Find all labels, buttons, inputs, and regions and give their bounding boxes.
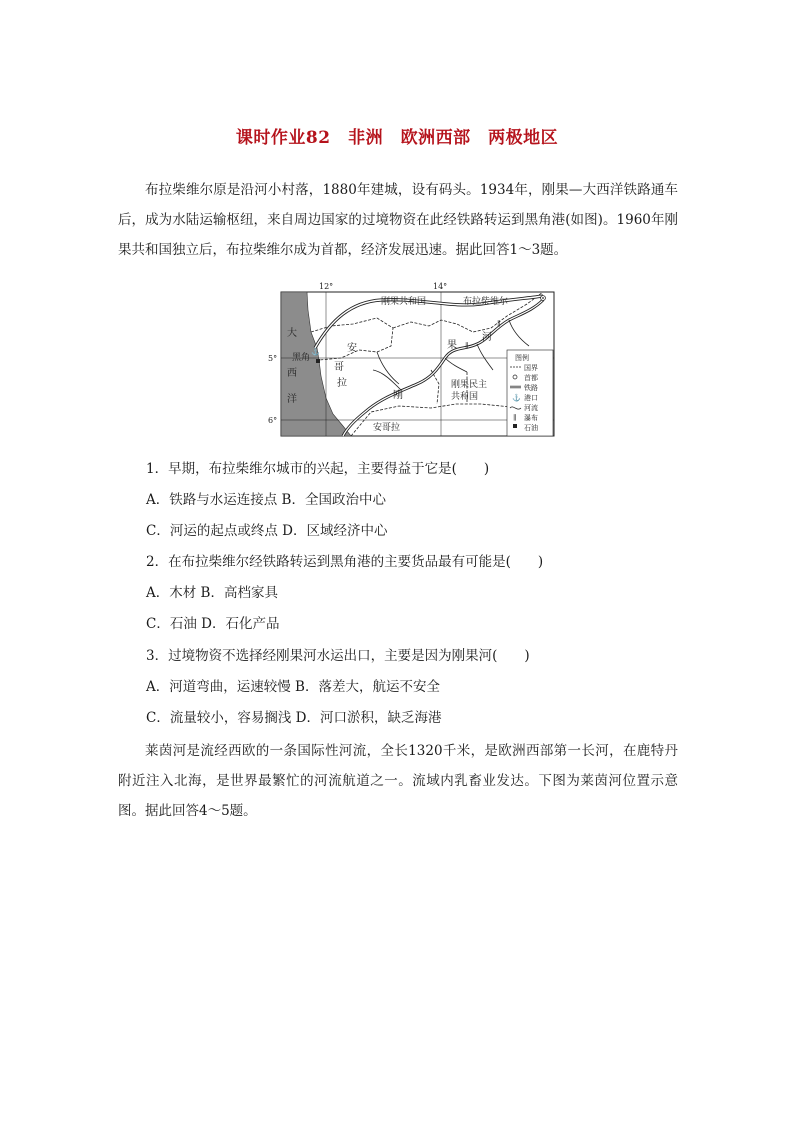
label-black-point: 黑角 — [292, 353, 311, 363]
label-atlantic-3: 洋 — [287, 394, 297, 405]
lon-label-14: 14° — [433, 282, 448, 291]
legend-oil-icon — [513, 424, 517, 428]
legend-item-port: 港口 — [524, 394, 538, 402]
question-1-options-cd: C．河运的起点或终点 D．区域经济中心 — [146, 523, 388, 539]
label-angola-cabinda: 安 — [347, 343, 357, 354]
intro-paragraph-1: 布拉柴维尔原是沿河小村落，1880年建城，设有码头。1934年，刚果—大西洋铁路通车后，成为水陆运输枢纽，来自周边国家的过境物资在此经铁路转运到黑角港(如图)。1960年刚果共和国独立后，布拉柴维尔成为首都，经济发展迅速。据此回答1～3题。 — [118, 182, 678, 258]
black-point-port-icon: ⚓ — [311, 348, 320, 356]
label-drc-2: 共和国 — [451, 392, 479, 402]
lat-label-5: 5° — [268, 354, 278, 363]
label-drc-1: 刚果民主 — [451, 380, 488, 390]
brazzaville-capital-dot — [542, 297, 544, 299]
question-1-options-ab: A．铁路与水运连接点 B．全国政治中心 — [146, 492, 386, 508]
waterfall-icon: ∥ — [497, 320, 501, 328]
question-2-options-ab: A．木材 B．高档家具 — [146, 585, 278, 601]
label-angola-left-2: 拉 — [337, 378, 347, 389]
label-gang: 刚 — [393, 390, 403, 401]
waterfall-icon: ∥ — [465, 342, 469, 350]
label-congo-republic: 刚果共和国 — [381, 297, 427, 307]
question-3-stem: 3．过境物资不选择经刚果河水运出口，主要是因为刚果河( ) — [146, 648, 530, 664]
lon-label-12: 12° — [319, 282, 334, 291]
legend-waterfall-icon: ∥ — [513, 414, 517, 422]
question-3-options-cd: C．流量较小，容易搁浅 D．河口淤积，缺乏海港 — [146, 710, 442, 726]
label-brazzaville: 布拉柴维尔 — [463, 297, 509, 307]
label-congo-river-2: 河 — [482, 332, 492, 343]
legend-item-capital: 首都 — [524, 374, 538, 382]
legend-capital-icon — [513, 375, 517, 379]
legend-item-waterfall: 瀑布 — [524, 414, 538, 422]
label-angola-left-1: 哥 — [334, 362, 344, 373]
label-angola-bottom: 安哥拉 — [373, 423, 401, 433]
lat-label-6: 6° — [268, 416, 278, 425]
legend-title: 图例 — [515, 354, 529, 362]
legend-port-icon: ⚓ — [512, 394, 521, 402]
map-figure — [268, 280, 555, 438]
legend-item-oil: 石油 — [524, 424, 538, 432]
label-atlantic-2: 西 — [287, 368, 297, 379]
question-1-stem: 1．早期，布拉柴维尔城市的兴起，主要得益于它是( ) — [146, 461, 490, 477]
legend-item-railway: 铁路 — [524, 384, 538, 392]
question-3-options-ab: A．河道弯曲，运速较慢 B．落差大，航运不安全 — [146, 679, 440, 695]
intro-paragraph-2: 莱茵河是流经西欧的一条国际性河流，全长1320千米，是欧洲西部第一长河，在鹿特丹附近注入北海，是世界最繁忙的河流航道之一。流域内乳畜业发达。下图为莱茵河位置示意图。据此回答4～5题。 — [118, 743, 678, 819]
congo-map — [268, 280, 555, 438]
question-2-stem: 2．在布拉柴维尔经铁路转运到黑角港的主要货品最有可能是( ) — [146, 554, 544, 570]
question-2-options-cd: C．石油 D．石化产品 — [146, 616, 280, 632]
page-title: 课时作业82 非洲 欧洲西部 两极地区 — [235, 128, 559, 148]
legend-item-river: 河流 — [524, 404, 538, 412]
black-point-oil-icon — [316, 359, 320, 363]
label-congo-river-1: 果 — [447, 340, 457, 351]
legend-item-border: 国界 — [524, 364, 538, 372]
label-atlantic-1: 大 — [287, 328, 297, 339]
